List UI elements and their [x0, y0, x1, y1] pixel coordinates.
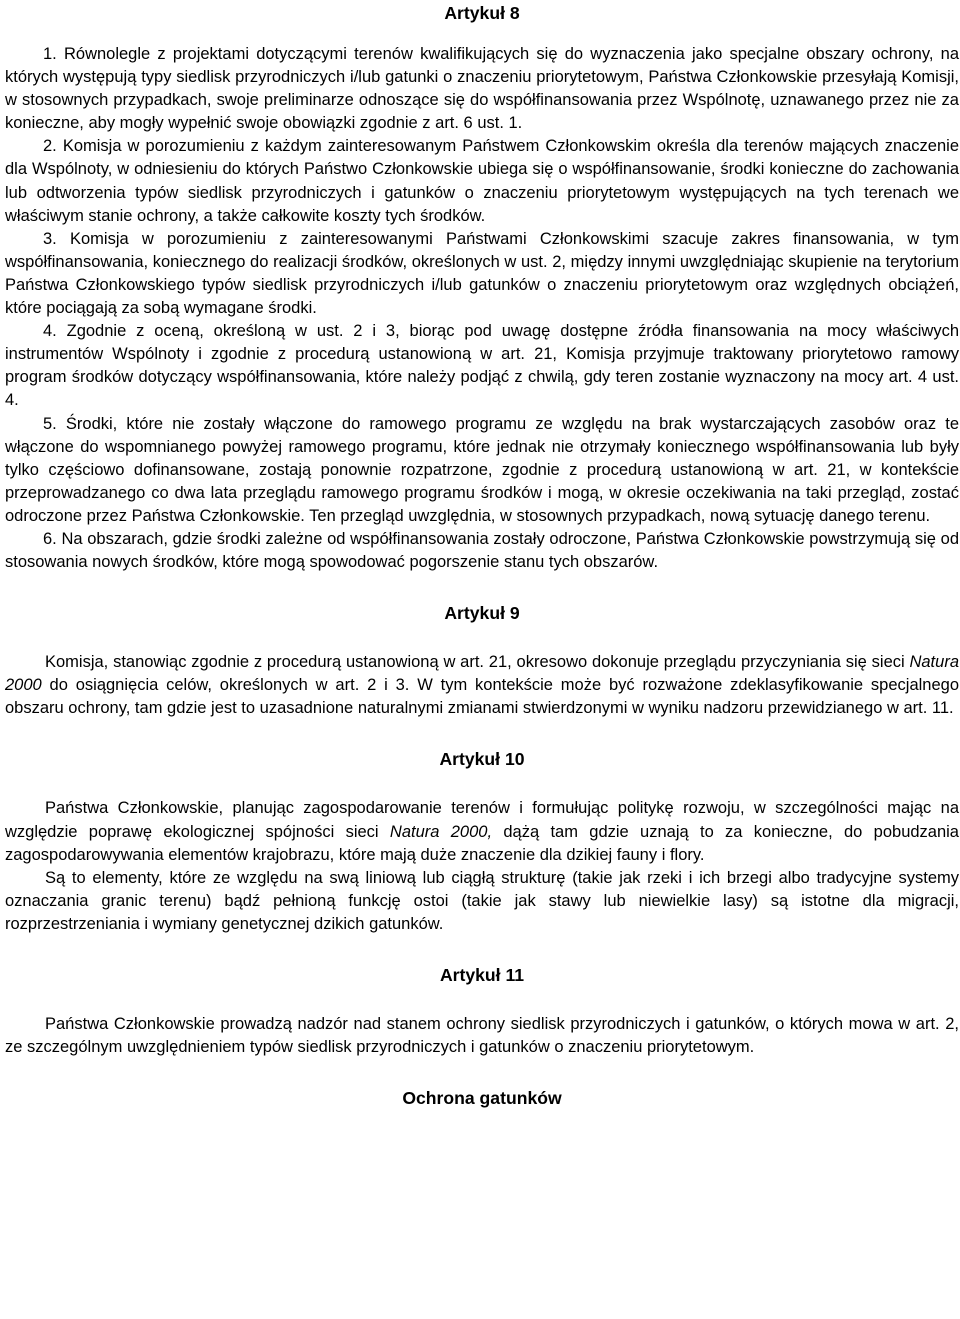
article-8-paragraph-1: 1. Równolegle z projektami dotyczącymi terenów kwalifikujących się do wyznaczenia jako specjalne obszary ochrony, na których występują typy siedlisk przyrodniczych i/lub gatunki o znaczeniu priorytetowym, Państwa Członkowskie przesyłają Komisji, w stosownych przypadkach, swoje preliminarze odnoszące się do współfinansowania przez Wspólnotę, uznawanego przez nie za konieczne, aby mogły wypełnić swoje obowiązki zgodnie z art. 6 ust. 1.	[5, 45, 959, 133]
article-8-paragraph-3: 3. Komisja w porozumieniu z zainteresowanymi Państwami Członkowskimi szacuje zakres finansowania, w tym współfinansowania, koniecznego do realizacji środków, określonych w ust. 2, między innymi uwzględniając skupienie na terytorium Państwa Członkowskiego typów siedlisk przyrodniczych i/lub gatunków o znaczeniu priorytetowym oraz względnych obciążeń, które pociągają za sobą wymagane środki.	[5, 229, 959, 318]
article-9-text-part-2: do osiągnięcia celów, określonych w art. 2 i 3. W tym kontekście może być rozważone zdeklasyfikowanie specjalnego obszaru ochrony, tam gdzie jest to uzasadnione naturalnymi zmianami stwierdzonymi w wyniku nadzoru przewidzianego w art. 11.	[5, 676, 959, 718]
article-10-paragraph-1	[5, 797, 959, 866]
article-8-paragraph-4: 4. Zgodnie z oceną, określoną w ust. 2 i 3, biorąc pod uwagę dostępne źródła finansowania na mocy właściwych instrumentów Wspólnoty i zgodnie z procedurą ustanowioną w art. 21, Komisja przyjmuje traktowany priorytetowo ramowy program środków dotyczący współfinansowania, które należy podjąć z chwilą, gdy teren zostanie wyznaczony na mocy art. 4 ust. 4.	[5, 322, 959, 410]
article-11-paragraph: Państwa Członkowskie prowadzą nadzór nad stanem ochrony siedlisk przyrodniczych i gatunków, o których mowa w art. 2, ze szczególnym uwzględnieniem typów siedlisk przyrodniczych i gatunków o znaczeniu priorytetowym.	[5, 1015, 959, 1057]
document-page	[5, 0, 959, 1110]
natura-2000-term: Natura 2000	[5, 653, 959, 695]
article-8-heading: Artykuł 8	[444, 3, 520, 23]
section-heading-species-protection: Ochrona gatunków	[402, 1088, 562, 1109]
article-10-text-part-2: dążą tam gdzie uznają to za konieczne, do pobudzania zagospodarowywania elementów krajobrazu, które mają duże znaczenie dla dzikiej fauny i flory.	[5, 822, 959, 864]
article-9-heading: Artykuł 9	[444, 603, 520, 624]
article-11-heading: Artykuł 11	[439, 965, 525, 985]
article-10-paragraph-2: Są to elementy, które ze względu na swą liniową lub ciągłą strukturę (takie jak rzeki i ich brzegi albo tradycyjne systemy oznaczania granic terenu) bądź pełnioną funkcję ostoi (takie jak stawy lub niewielkie lasy) są istotne dla migracji, rozprzestrzeniania i wymiany genetycznej dzikich gatunków.	[5, 868, 959, 933]
article-8-paragraph-2: 2. Komisja w porozumieniu z każdym zainteresowanym Państwem Członkowskim określa dla terenów mających znaczenie dla Wspólnoty, w odniesieniu do których Państwo Członkowskie ubiega się o współfinansowanie, środki konieczne do zachowania lub odtworzenia typów siedlisk przyrodniczych i gatunków o znaczeniu priorytetowym występujących na tych terenach we właściwym stanie ochrony, a także całkowite koszty tych środków.	[5, 137, 959, 225]
article-9-text-part-1: Komisja, stanowiąc zgodnie z procedurą ustanowioną w art. 21, okresowo dokonuje przeglądu przyczyniania się sieci	[45, 653, 910, 672]
article-10-text-part-1: Państwa Członkowskie, planując zagospodarowanie terenów i formułując politykę rozwoju, w szczególności mając na względzie poprawę ekologicznej spójności sieci	[5, 799, 959, 841]
article-8-paragraph-6: 6. Na obszarach, gdzie środki zależne od współfinansowania zostały odroczone, Państwa Członkowskie powstrzymują się od stosowania nowych środków, które mogą spowodować pogorszenie stanu tych obszarów.	[5, 529, 959, 572]
article-8-paragraph-5: 5. Środki, które nie zostały włączone do ramowego programu ze względu na brak wystarczających zasobów oraz te włączone do wspomnianego powyżej ramowego programu, które jednak nie otrzymały koniecznego współfinansowania lub były tylko częściowo dofinansowane, zostają ponownie rozpatrzone, zgodnie z procedurą ustanowioną w art. 21, w kontekście przeprowadzanego co dwa lata przeglądu ramowego programu środków i mogą, w okresie oczekiwania na taki przegląd, zostać odroczone przez Państwa Członkowskie. Ten przegląd uwzględnia, w stosownych przypadkach, nową sytuację danego terenu.	[5, 414, 959, 525]
article-10-heading: Artykuł 10	[439, 749, 525, 770]
article-9-paragraph	[5, 651, 959, 720]
natura-2000-term: Natura 2000,	[389, 822, 493, 841]
